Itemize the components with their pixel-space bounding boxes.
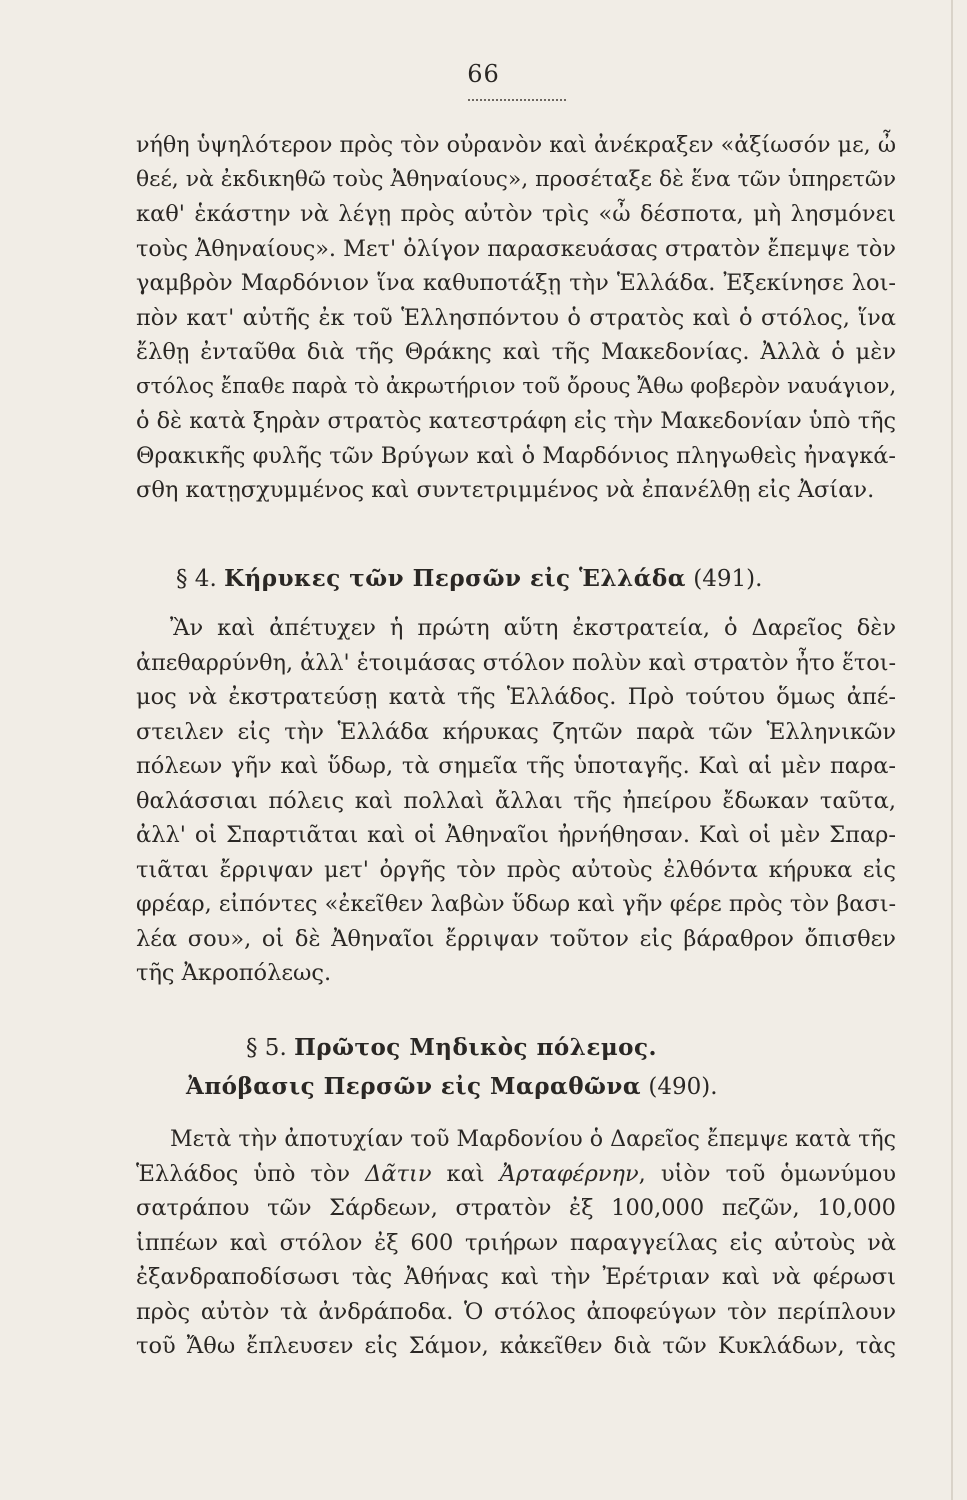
text-segment: καὶ xyxy=(446,1160,485,1187)
text-line: Θρακικῆς φυλῆς τῶν Βρύγων καὶ ὁ Μαρδόνιος πληγωθεὶς ἠναγκά- xyxy=(136,442,896,469)
section-5-subheading xyxy=(186,1073,718,1100)
paragraph-3 xyxy=(136,1122,896,1364)
text-line: γαμβρὸν Μαρδόνιον ἵνα καθυποτάξῃ τὴν Ἑλλάδα. Ἐξεκίνησε λοι- xyxy=(136,270,896,296)
paragraph-2 xyxy=(136,611,896,991)
page-edge-shadow xyxy=(951,0,953,1500)
text-line: μος νὰ ἐκστρατεύσῃ κατὰ τῆς Ἑλλάδος. Πρὸ τούτου ὅμως ἀπέ- xyxy=(136,684,896,710)
text-segment: , υἱὸν τοῦ ὁμωνύμου xyxy=(638,1160,897,1187)
section-title: Πρῶτος Μηδικὸς πόλεμος. xyxy=(294,1034,658,1061)
text-line: τοῦ Ἄθω ἔπλευσεν εἰς Σάμον, κἀκεῖθεν διὰ τῶν Κυκλάδων, τὰς xyxy=(136,1333,896,1359)
text-line: στόλος ἔπαθε παρὰ τὸ ἀκρωτήριον τοῦ ὄρους Ἄθω φοβερὸν ναυάγιον, xyxy=(136,373,897,399)
text-line: νήθη ὑψηλότερον πρὸς τὸν οὐρανὸν καὶ ἀνέκραξεν «ἀξίωσόν με, ὦ xyxy=(136,132,896,158)
section-mark: § 5. xyxy=(246,1035,287,1061)
text-line: λέα σου», οἱ δὲ Ἀθηναῖοι ἔρριψαν τοῦτον εἰς βάραθρον ὄπισθεν xyxy=(136,925,896,952)
section-year: (490). xyxy=(648,1074,718,1100)
text-line: θαλάσσιαι πόλεις καὶ πολλαὶ ἄλλαι τῆς ἠπείρου ἔδωκαν ταῦτα, xyxy=(136,787,896,814)
text-line: ἔλθῃ ἐνταῦθα διὰ τῆς Θράκης καὶ τῆς Μακεδονίας. Ἀλλὰ ὁ μὲν xyxy=(136,339,896,365)
page-number: 66 xyxy=(467,60,500,88)
text-line: πὸν κατ' αὐτῆς ἐκ τοῦ Ἑλλησπόντου ὁ στρατὸς καὶ ὁ στόλος, ἵνα xyxy=(136,304,896,331)
text-line: στειλεν εἰς τὴν Ἑλλάδα κήρυκας ζητῶν παρὰ τῶν Ἑλληνικῶν xyxy=(136,718,896,745)
text-line: ἐξανδραποδίσωσι τὰς Ἀθήνας καὶ τὴν Ἐρέτριαν καὶ νὰ φέρωσι xyxy=(136,1264,896,1290)
text-line: σθη κατῃσχυμμένος καὶ συντετριμμένος νὰ ἐπανέλθῃ εἰς Ἀσίαν. xyxy=(136,477,875,503)
section-year: (491). xyxy=(693,566,763,592)
paragraph-1 xyxy=(136,128,896,508)
section-title: Κήρυκες τῶν Περσῶν εἰς Ἑλλάδα xyxy=(224,565,686,592)
section-5-heading xyxy=(246,1034,657,1061)
text-line: τιᾶται ἔρριψαν μετ' ὀργῆς τὸν πρὸς αὐτοὺς ἐλθόντα κήρυκα εἰς xyxy=(136,856,896,883)
name-datis: Δᾶτιν xyxy=(365,1160,432,1187)
text-line: ἀλλ' οἱ Σπαρτιᾶται καὶ οἱ Ἀθηναῖοι ἠρνήθησαν. Καὶ οἱ μὲν Σπαρ- xyxy=(136,822,896,848)
text-line: ὁ δὲ κατὰ ξηρὰν στρατὸς κατεστράφη εἰς τὴν Μακεδονίαν ὑπὸ τῆς xyxy=(136,408,896,434)
text-line: καθ' ἑκάστην νὰ λέγῃ πρὸς αὐτὸν τρὶς «ὦ δέσποτα, μὴ λησμόνει xyxy=(136,201,896,227)
name-artaphernes: Ἀρταφέρνην xyxy=(499,1160,639,1187)
text-line: τοὺς Ἀθηναίους». Μετ' ὀλίγον παρασκευάσας στρατὸν ἔπεμψε τὸν xyxy=(136,235,896,262)
text-line: τῆς Ἀκροπόλεως. xyxy=(136,960,332,986)
text-line: θεέ, νὰ ἐκδικηθῶ τοὺς Ἀθηναίους», προσέταξε δὲ ἕνα τῶν ὑπηρετῶν xyxy=(136,166,896,192)
section-mark: § 4. xyxy=(176,566,217,592)
text-line: Μετὰ τὴν ἀποτυχίαν τοῦ Μαρδονίου ὁ Δαρεῖος ἔπεμψε κατὰ τῆς xyxy=(170,1126,896,1152)
section-subtitle: Ἀπόβασις Περσῶν εἰς Μαραθῶνα xyxy=(186,1073,642,1100)
text-line: ἱππέων καὶ στόλον ἐξ 600 τριήρων παραγγείλας εἰς αὐτοὺς νὰ xyxy=(136,1229,896,1256)
text-line: ἀπεθαρρύνθη, ἀλλ' ἑτοιμάσας στόλον πολὺν καὶ στρατὸν ἦτο ἕτοι- xyxy=(136,649,896,676)
text-line: σατράπου τῶν Σάρδεων, στρατὸν ἐξ 100,000 πεζῶν, 10,000 xyxy=(136,1195,896,1221)
text-line: πόλεων γῆν καὶ ὕδωρ, τὰ σημεῖα τῆς ὑποταγῆς. Καὶ αἱ μὲν παρα- xyxy=(136,753,896,779)
text-line: πρὸς αὐτὸν τὰ ἀνδράποδα. Ὁ στόλος ἀποφεύγων τὸν περίπλουν xyxy=(136,1298,896,1325)
text-line xyxy=(136,1157,896,1192)
text-line: φρέαρ, εἰπόντες «ἐκεῖθεν λαβὼν ὕδωρ καὶ γῆν φέρε πρὸς τὸν βασι- xyxy=(136,891,897,917)
text-line: Ἂν καὶ ἀπέτυχεν ἡ πρώτη αὕτη ἐκστρατεία, ὁ Δαρεῖος δὲν xyxy=(170,615,896,641)
text-segment: Ἑλλάδος ὑπὸ τὸν xyxy=(136,1160,351,1187)
page-number-rule xyxy=(468,99,566,101)
section-4-heading xyxy=(176,565,762,592)
